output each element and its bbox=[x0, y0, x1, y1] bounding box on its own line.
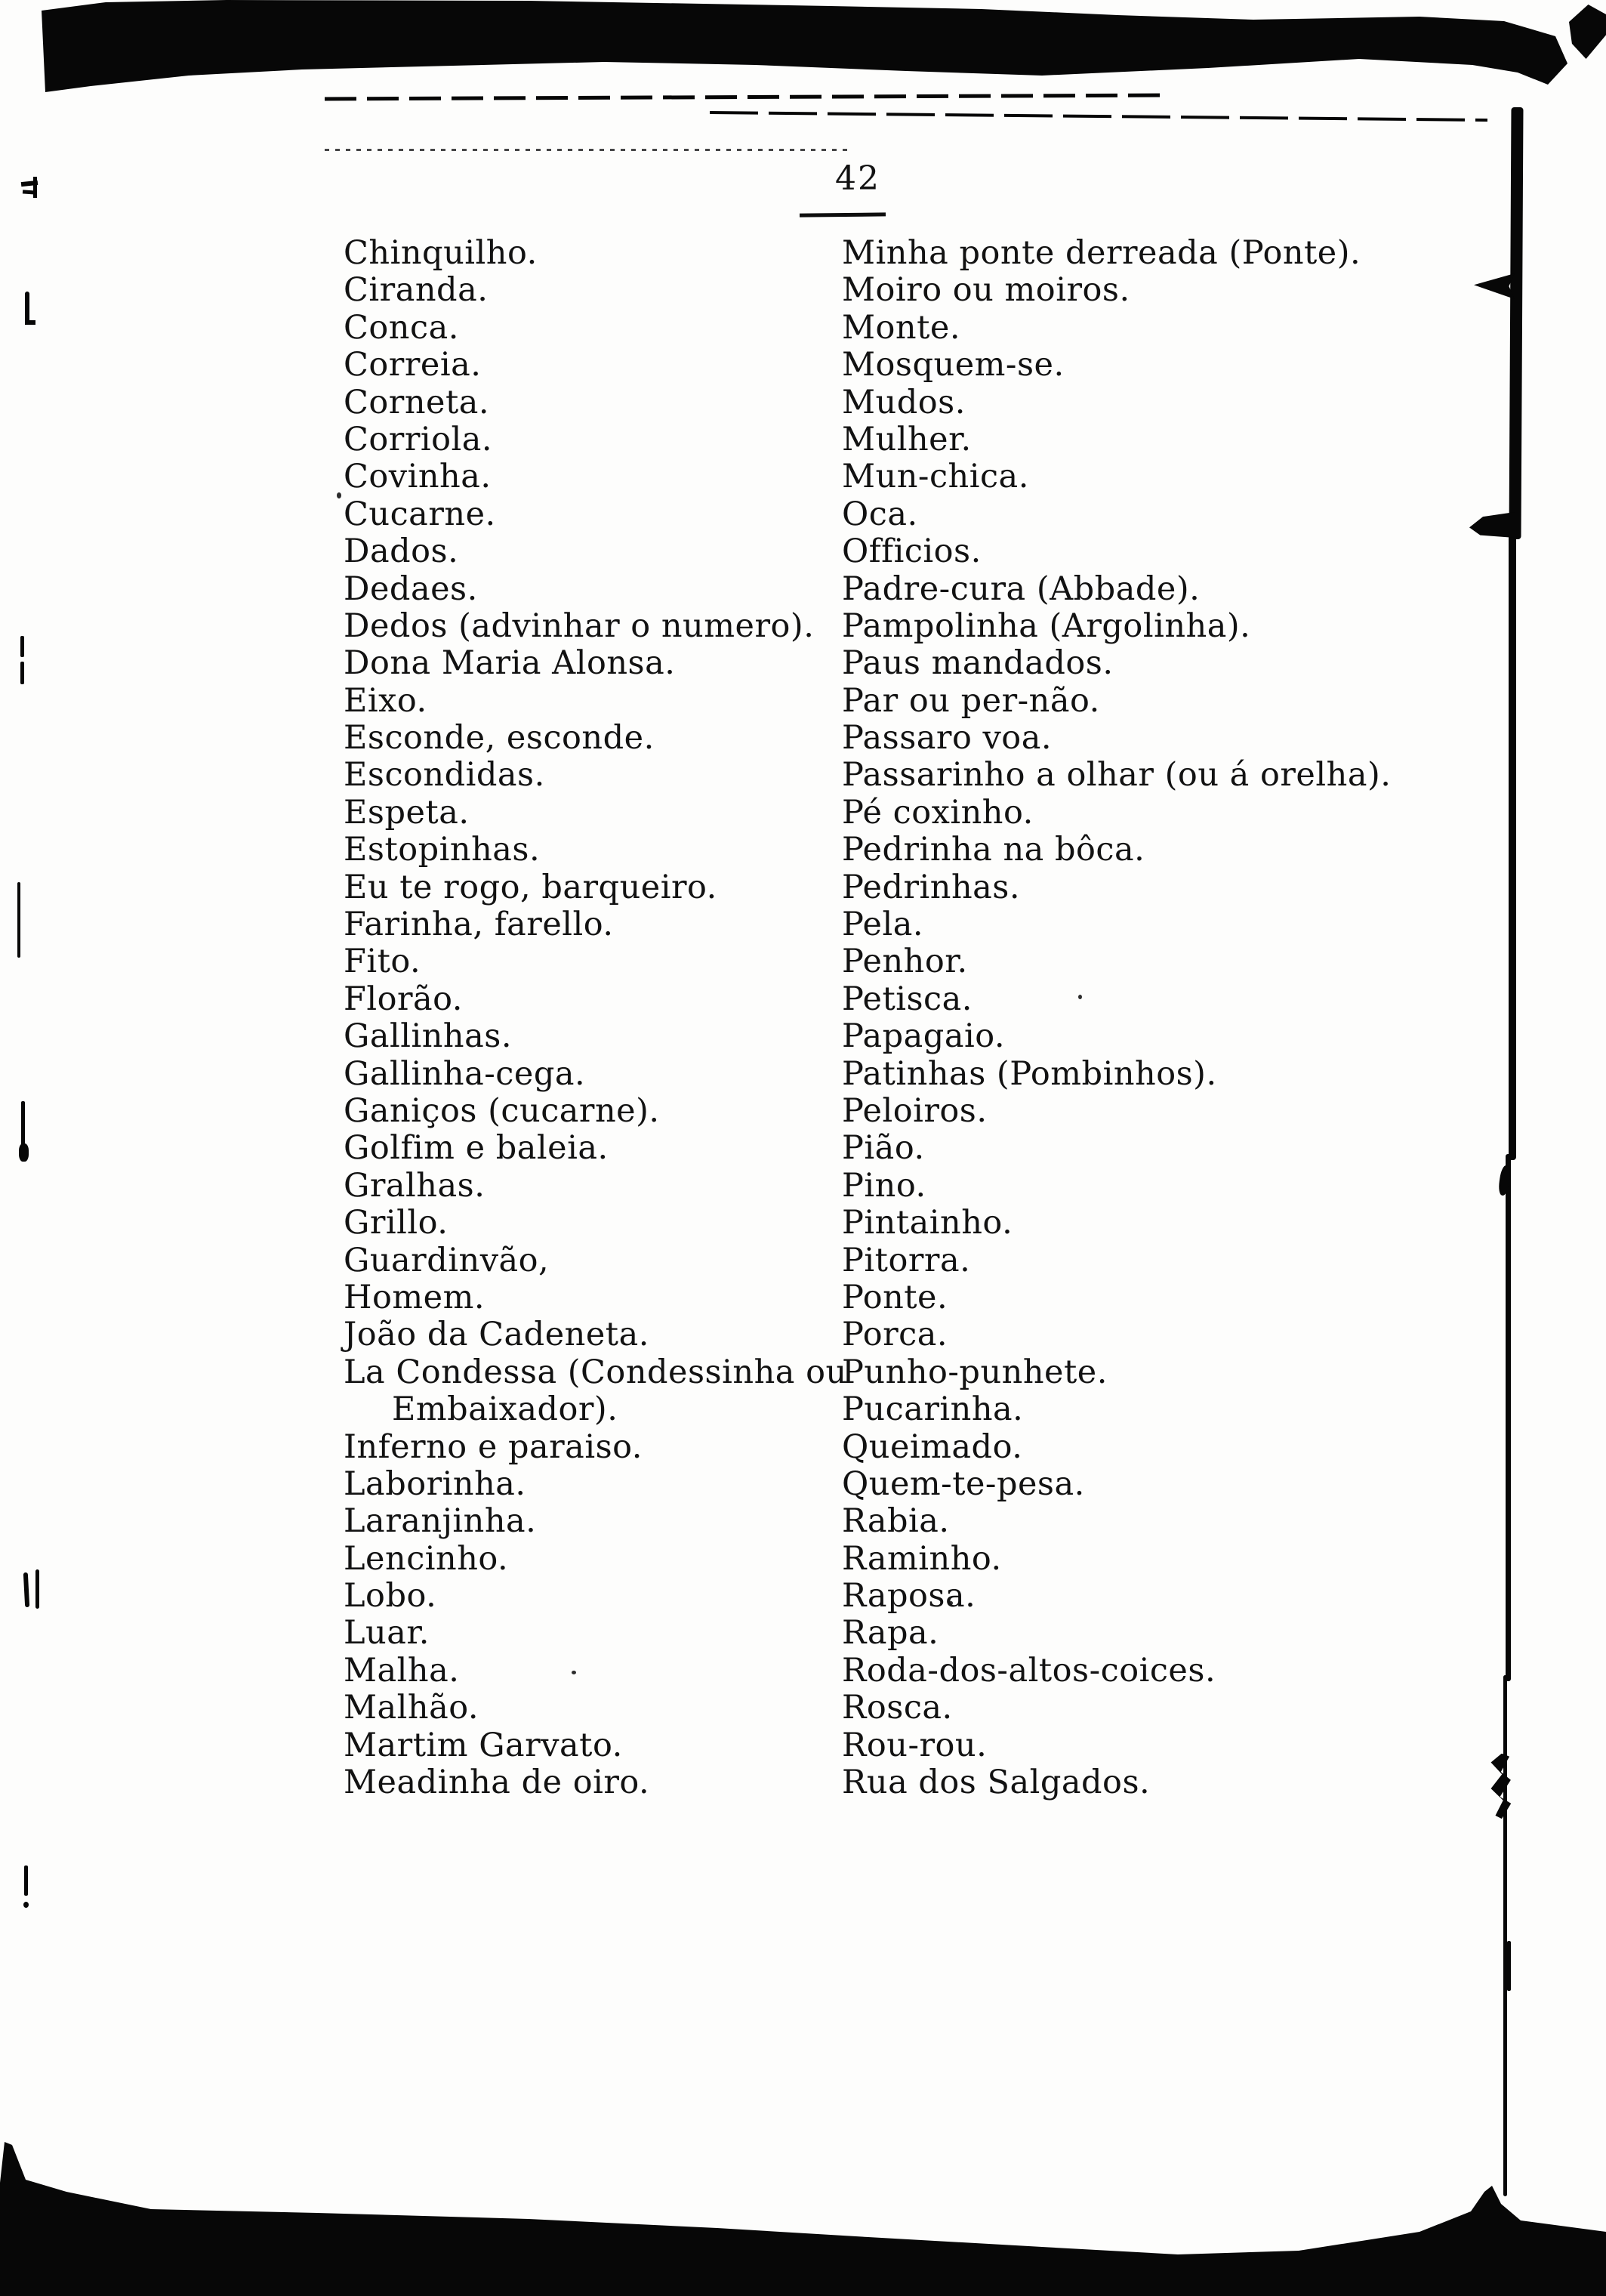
list-item: Correia. bbox=[344, 346, 482, 384]
list-item: Pucarinha. bbox=[842, 1390, 1024, 1429]
list-item: Mudos. bbox=[842, 383, 966, 421]
scan-artifact-top-streak bbox=[710, 111, 1487, 122]
list-item: Rou-rou. bbox=[842, 1726, 988, 1764]
book-spine-edge bbox=[1509, 107, 1524, 539]
list-item: Pela. bbox=[842, 906, 924, 944]
column-left bbox=[344, 235, 847, 1801]
list-item: Martim Garvato. bbox=[344, 1726, 623, 1764]
list-item: Pedrinhas. bbox=[842, 868, 1021, 906]
page-number: 42 bbox=[835, 159, 880, 198]
list-item: Monte. bbox=[842, 308, 961, 347]
list-item: Passarinho a olhar (ou á orelha). bbox=[842, 756, 1392, 795]
list-item: Pitorra. bbox=[842, 1241, 971, 1279]
list-item: Ciranda. bbox=[344, 271, 489, 310]
list-item: Padre-cura (Abbade). bbox=[842, 569, 1201, 608]
scan-artifact-left-margin bbox=[33, 177, 37, 198]
scan-artifact-left-margin bbox=[21, 1101, 25, 1150]
list-item: Raposa. bbox=[842, 1577, 976, 1616]
list-item: Chinquilho. bbox=[344, 234, 538, 272]
list-item: Gallinhas. bbox=[344, 1017, 513, 1056]
list-item: Par ou per-não. bbox=[842, 681, 1100, 720]
list-item: Quem-te-pesa. bbox=[842, 1464, 1085, 1503]
list-item: Officios. bbox=[842, 532, 982, 571]
column-right bbox=[842, 235, 1391, 1801]
list-item: Laborinha. bbox=[344, 1464, 526, 1503]
list-item: Cucarne. bbox=[344, 495, 496, 533]
list-item: Penhor. bbox=[842, 943, 968, 981]
list-item: Eixo. bbox=[344, 681, 427, 720]
list-item: Mosquem-se. bbox=[842, 346, 1065, 384]
list-item: Homem. bbox=[344, 1278, 485, 1316]
scan-artifact-spine-hook bbox=[1474, 273, 1515, 299]
list-item: Pino. bbox=[842, 1166, 926, 1205]
list-item: Moiro ou moiros. bbox=[842, 271, 1130, 310]
list-item: Passaro voa. bbox=[842, 719, 1053, 758]
list-item: Punho-punhete. bbox=[842, 1353, 1108, 1391]
list-item: Esconde, esconde. bbox=[344, 719, 655, 758]
scan-artifact-left-margin bbox=[20, 662, 24, 684]
scan-artifact-left-margin bbox=[23, 1572, 29, 1607]
list-item: Conca. bbox=[344, 308, 459, 347]
list-item: Pampolinha (Argolinha). bbox=[842, 606, 1251, 645]
list-item: Porca. bbox=[842, 1316, 948, 1354]
list-item: João da Cadeneta. bbox=[344, 1316, 649, 1354]
list-item: Lencinho. bbox=[344, 1539, 509, 1578]
list-item: Eu te rogo, barqueiro. bbox=[344, 868, 717, 906]
list-item: Rapa. bbox=[842, 1614, 939, 1653]
list-item: Dados. bbox=[344, 532, 459, 571]
scan-artifact-speck bbox=[337, 492, 341, 498]
list-item: Peloiros. bbox=[842, 1091, 988, 1130]
list-item: Gallinha-cega. bbox=[344, 1054, 586, 1093]
scan-artifact-spine-hook bbox=[1469, 512, 1515, 538]
scan-artifact-dotted-streak bbox=[325, 149, 853, 151]
list-item: Laranjinha. bbox=[344, 1502, 537, 1541]
list-item: Corneta. bbox=[344, 383, 490, 421]
list-item: Escondidas. bbox=[344, 756, 545, 795]
list-item: Paus mandados. bbox=[842, 644, 1114, 683]
list-item: Dedaes. bbox=[344, 569, 478, 608]
list-item: Estopinhas. bbox=[344, 831, 541, 869]
scan-artifact-left-margin bbox=[25, 320, 35, 325]
list-item: Malha. bbox=[344, 1651, 460, 1690]
list-item: Mun-chica. bbox=[842, 458, 1029, 496]
scan-artifact-left-margin bbox=[23, 1902, 29, 1908]
list-item: Dona Maria Alonsa. bbox=[344, 644, 676, 683]
list-item: Rua dos Salgados. bbox=[842, 1764, 1151, 1802]
list-item: Pintainho. bbox=[842, 1204, 1013, 1242]
list-item: Patinhas (Pombinhos). bbox=[842, 1054, 1217, 1093]
page-number-rule bbox=[800, 212, 886, 217]
scan-artifact-bottom-band bbox=[0, 2130, 1606, 2296]
book-spine-edge bbox=[1506, 1154, 1511, 1681]
list-item: Raminho. bbox=[842, 1539, 1002, 1578]
list-item: Espeta. bbox=[344, 793, 470, 832]
list-item: Malhão. bbox=[344, 1689, 479, 1727]
list-item: Florão. bbox=[344, 980, 463, 1018]
list-item: Guardinvão, bbox=[344, 1241, 550, 1279]
list-item: Petisca. bbox=[842, 980, 973, 1018]
list-item: Roda-dos-altos-coices. bbox=[842, 1651, 1216, 1690]
list-item: Pião. bbox=[842, 1129, 925, 1168]
list-item: Queimado. bbox=[842, 1427, 1023, 1466]
scan-artifact-left-margin bbox=[17, 882, 20, 958]
list-item: Meadinha de oiro. bbox=[344, 1764, 650, 1802]
list-item: Corriola. bbox=[344, 420, 493, 458]
list-item: Gralhas. bbox=[344, 1166, 485, 1205]
list-item: Farinha, farello. bbox=[344, 906, 614, 944]
scan-artifact-ink-squiggle bbox=[1484, 1752, 1518, 1819]
scan-artifact-top-streak bbox=[325, 94, 1170, 101]
scan-artifact-left-margin bbox=[24, 1866, 28, 1896]
scan-artifact-corner-curl bbox=[1569, 5, 1606, 59]
book-spine-edge bbox=[1509, 532, 1516, 1160]
list-item: Rosca. bbox=[842, 1689, 953, 1727]
list-item: Ganiços (cucarne). bbox=[344, 1091, 660, 1130]
list-item: Dedos (advinhar o numero). bbox=[344, 606, 815, 645]
list-item: Pedrinha na bôca. bbox=[842, 831, 1145, 869]
list-item: Papagaio. bbox=[842, 1017, 1006, 1056]
scan-artifact-left-margin bbox=[19, 1143, 29, 1162]
list-item: Oca. bbox=[842, 495, 918, 533]
list-item: Mulher. bbox=[842, 420, 972, 458]
list-item: Covinha. bbox=[344, 458, 492, 496]
scan-artifact-top-band bbox=[36, 0, 1577, 144]
scan-artifact-left-margin bbox=[35, 1569, 39, 1609]
list-item: Pé coxinho. bbox=[842, 793, 1034, 832]
list-item: Ponte. bbox=[842, 1278, 948, 1316]
list-item: La Condessa (Condessinha ou bbox=[344, 1353, 847, 1391]
list-item: Inferno e paraiso. bbox=[344, 1427, 643, 1466]
list-item: Grillo. bbox=[344, 1204, 449, 1242]
list-item: Rabia. bbox=[842, 1502, 950, 1541]
scan-artifact-left-margin bbox=[20, 636, 24, 657]
book-spine-edge bbox=[1503, 1675, 1507, 2196]
list-item: Embaixador). bbox=[392, 1390, 618, 1429]
list-item: Lobo. bbox=[344, 1577, 437, 1616]
list-item: Minha ponte derreada (Ponte). bbox=[842, 234, 1361, 272]
list-item: Fito. bbox=[344, 943, 421, 981]
scan-artifact-ink-tick bbox=[1507, 1941, 1511, 1991]
list-item: Golfim e baleia. bbox=[344, 1129, 609, 1168]
list-item: Luar. bbox=[344, 1614, 430, 1653]
